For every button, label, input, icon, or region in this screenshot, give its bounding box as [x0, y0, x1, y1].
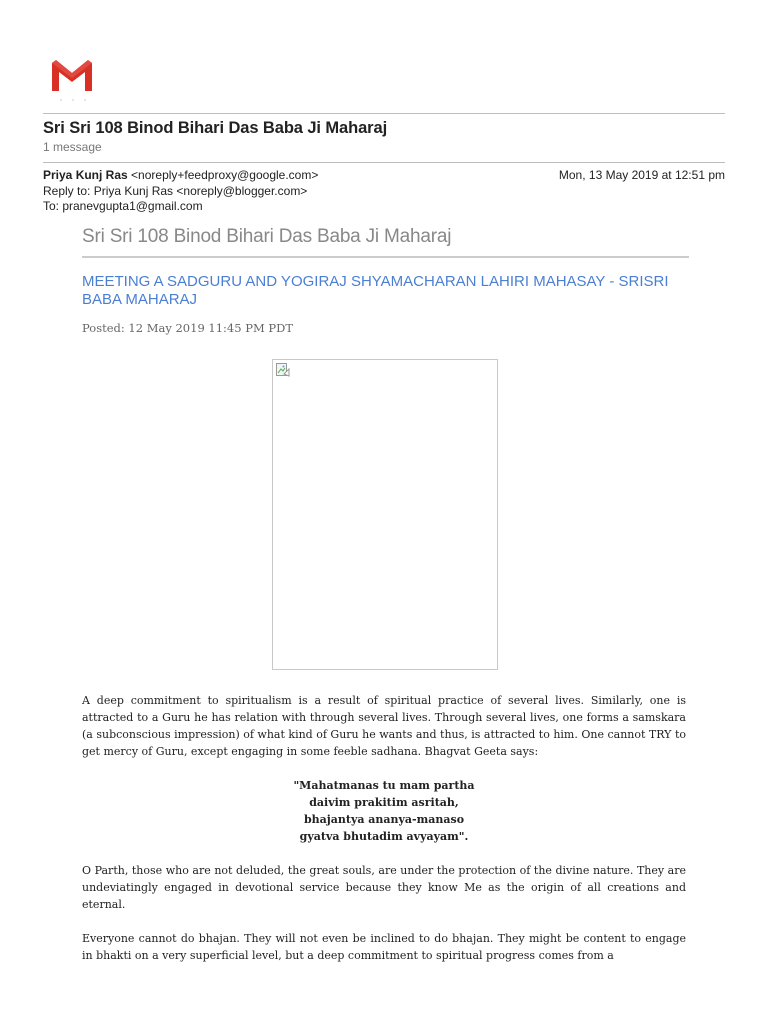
verse-block	[82, 777, 686, 845]
verse-line: "Mahatmanas tu mam partha	[293, 779, 475, 792]
post-title-link[interactable]: MEETING A SADGURU AND YOGIRAJ SHYAMACHARAN LAHIRI MAHASAY - SRISRI BABA MAHARAJ	[82, 273, 669, 308]
posted-date: Posted: 12 May 2019 11:45 PM PDT	[82, 321, 294, 335]
post-image[interactable]	[272, 359, 498, 670]
verse-line: gyatva bhutadim avyayam".	[299, 830, 469, 843]
sender-name: Priya Kunj Ras	[43, 168, 128, 182]
broken-image-icon	[276, 363, 290, 377]
sender-address: <noreply+feedproxy@google.com>	[131, 168, 319, 182]
header-divider	[43, 113, 725, 114]
reply-to-line: Reply to: Priya Kunj Ras <noreply@blogger.com>	[43, 183, 308, 198]
message-divider	[43, 162, 725, 163]
body-paragraph: A deep commitment to spiritualism is a result of spiritual practice of several lives. Similarly, one is attracted to a Guru he has relation with through several lives. Through several lives, one forms a samskara (a subconscious impression) of what kind of Guru he wants and thus, is attracted to him. One cannot TRY to get mercy of Guru, except engaging in some feeble sadhana. Bhagvat Geeta says:	[82, 694, 686, 758]
body-paragraph: O Parth, those who are not deluded, the great souls, are under the protection of the divine nature. They are undeviatingly engaged in devotional service because they know Me as the origin of all creations and eternal.	[82, 864, 686, 911]
gmail-logo-icon	[50, 57, 94, 93]
message-header	[43, 168, 725, 215]
email-subject: Sri Sri 108 Binod Bihari Das Baba Ji Maharaj	[43, 119, 388, 137]
verse-line: bhajantya ananya-manaso	[303, 813, 465, 826]
logo-dots-icon	[58, 98, 88, 102]
post-body	[82, 692, 686, 981]
body-paragraph: Everyone cannot do bhajan. They will not even be inclined to do bhajan. They might be content to engage in bhakti on a very superficial level, but a deep commitment to spiritual progress comes from a	[82, 932, 686, 962]
verse-line: daivim prakitim asritah,	[309, 796, 459, 809]
to-line: To: pranevgupta1@gmail.com	[43, 199, 203, 213]
feed-title: Sri Sri 108 Binod Bihari Das Baba Ji Maharaj	[82, 226, 452, 247]
message-count: 1 message	[43, 140, 102, 154]
feed-divider	[82, 256, 689, 258]
message-date: Mon, 13 May 2019 at 12:51 pm	[558, 168, 725, 182]
